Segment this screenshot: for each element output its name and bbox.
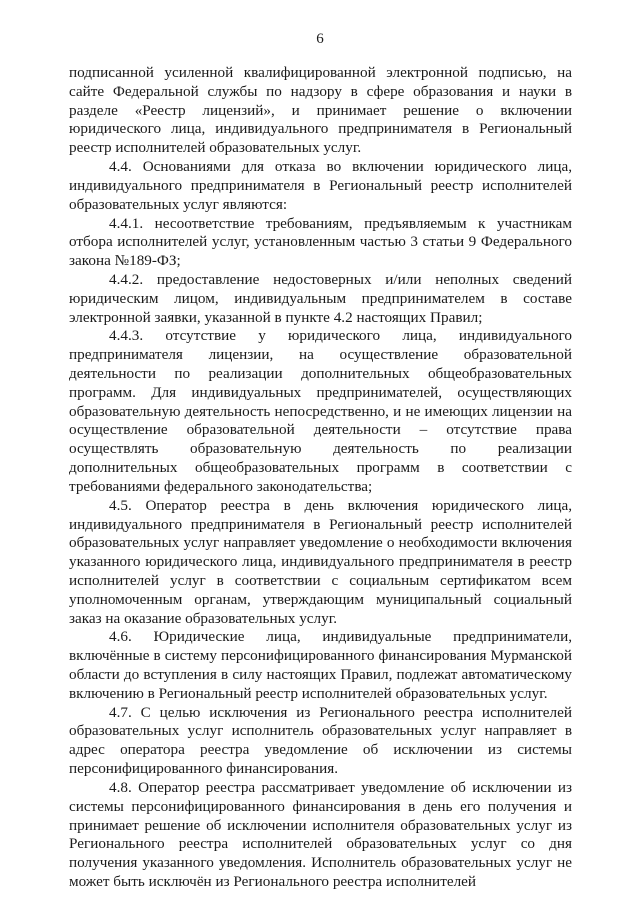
paragraph-continuation: подписанной усиленной квалифицированной электронной подписью, на сайте Федеральной службы по надзору в сфере образования и науки в разделе «Реестр лицензий», и принимает решение о включении юридического лица, индивидуального предпринимателя в Региональный реестр исполнителей образовательных услуг.: [69, 64, 572, 157]
paragraph-4-6: 4.6. Юридические лица, индивидуальные предприниматели, включённые в систему персонифицированного финансирования Мурманской области до вступления в силу настоящих Правил, подлежат автоматическому включению в Региональный реестр исполнителей образовательных услуг.: [69, 628, 572, 702]
paragraph-4-4-3: 4.4.3. отсутствие у юридического лица, индивидуального предпринимателя лицензии, на осуществление образовательной деятельности по реализации дополнительных общеобразовательных программ. Для индивидуальных предпринимателей, осуществляющих образовательную деятельность непосредственно, и не имеющих лицензии на осуществление образовательной деятельности – отсутствие права осуществлять образовательную деятельность по реализации дополнительных общеобразовательных программ в соответствии с требованиями федерального законодательства;: [69, 327, 572, 495]
paragraph-4-4: 4.4. Основаниями для отказа во включении юридического лица, индивидуального предпринимателя в Региональный реестр исполнителей образовательных услуг являются:: [69, 158, 572, 213]
document-body: [69, 64, 572, 892]
paragraph-4-8: 4.8. Оператор реестра рассматривает уведомление об исключении из системы персонифицированного финансирования в день его получения и принимает решение об исключении исполнителя образовательных услуг из Регионального реестра исполнителей образовательных услуг со дня получения указанного уведомления. Исполнитель образовательных услуг не может быть исключён из Регионального реестра исполнителей: [69, 778, 572, 890]
paragraph-4-4-2: 4.4.2. предоставление недостоверных и/или неполных сведений юридическим лицом, индивидуальным предпринимателем в составе электронной заявки, указанной в пункте 4.2 настоящих Правил;: [69, 270, 572, 326]
page-number: 6: [316, 31, 324, 47]
paragraph-4-5: 4.5. Оператор реестра в день включения юридического лица, индивидуального предпринимателя в Региональный реестр исполнителей образовательных услуг направляет уведомление о необходимости включения указанного юридического лица, индивидуального предпринимателя в реестр исполнителей услуг в соответствии с социальным сертификатом всем уполномоченным органам, утверждающим муниципальный социальный заказ на оказание образовательных услуг.: [69, 496, 572, 627]
paragraph-4-7: 4.7. С целью исключения из Регионального реестра исполнителей образовательных услуг исполнитель образовательных услуг направляет в адрес оператора реестра уведомление об исключении из системы персонифицированного финансирования.: [69, 703, 572, 778]
paragraph-4-4-1: 4.4.1. несоответствие требованиям, предъявляемым к участникам отбора исполнителей услуг, установленным частью 3 статьи 9 Федерального закона №189-ФЗ;: [69, 214, 572, 270]
